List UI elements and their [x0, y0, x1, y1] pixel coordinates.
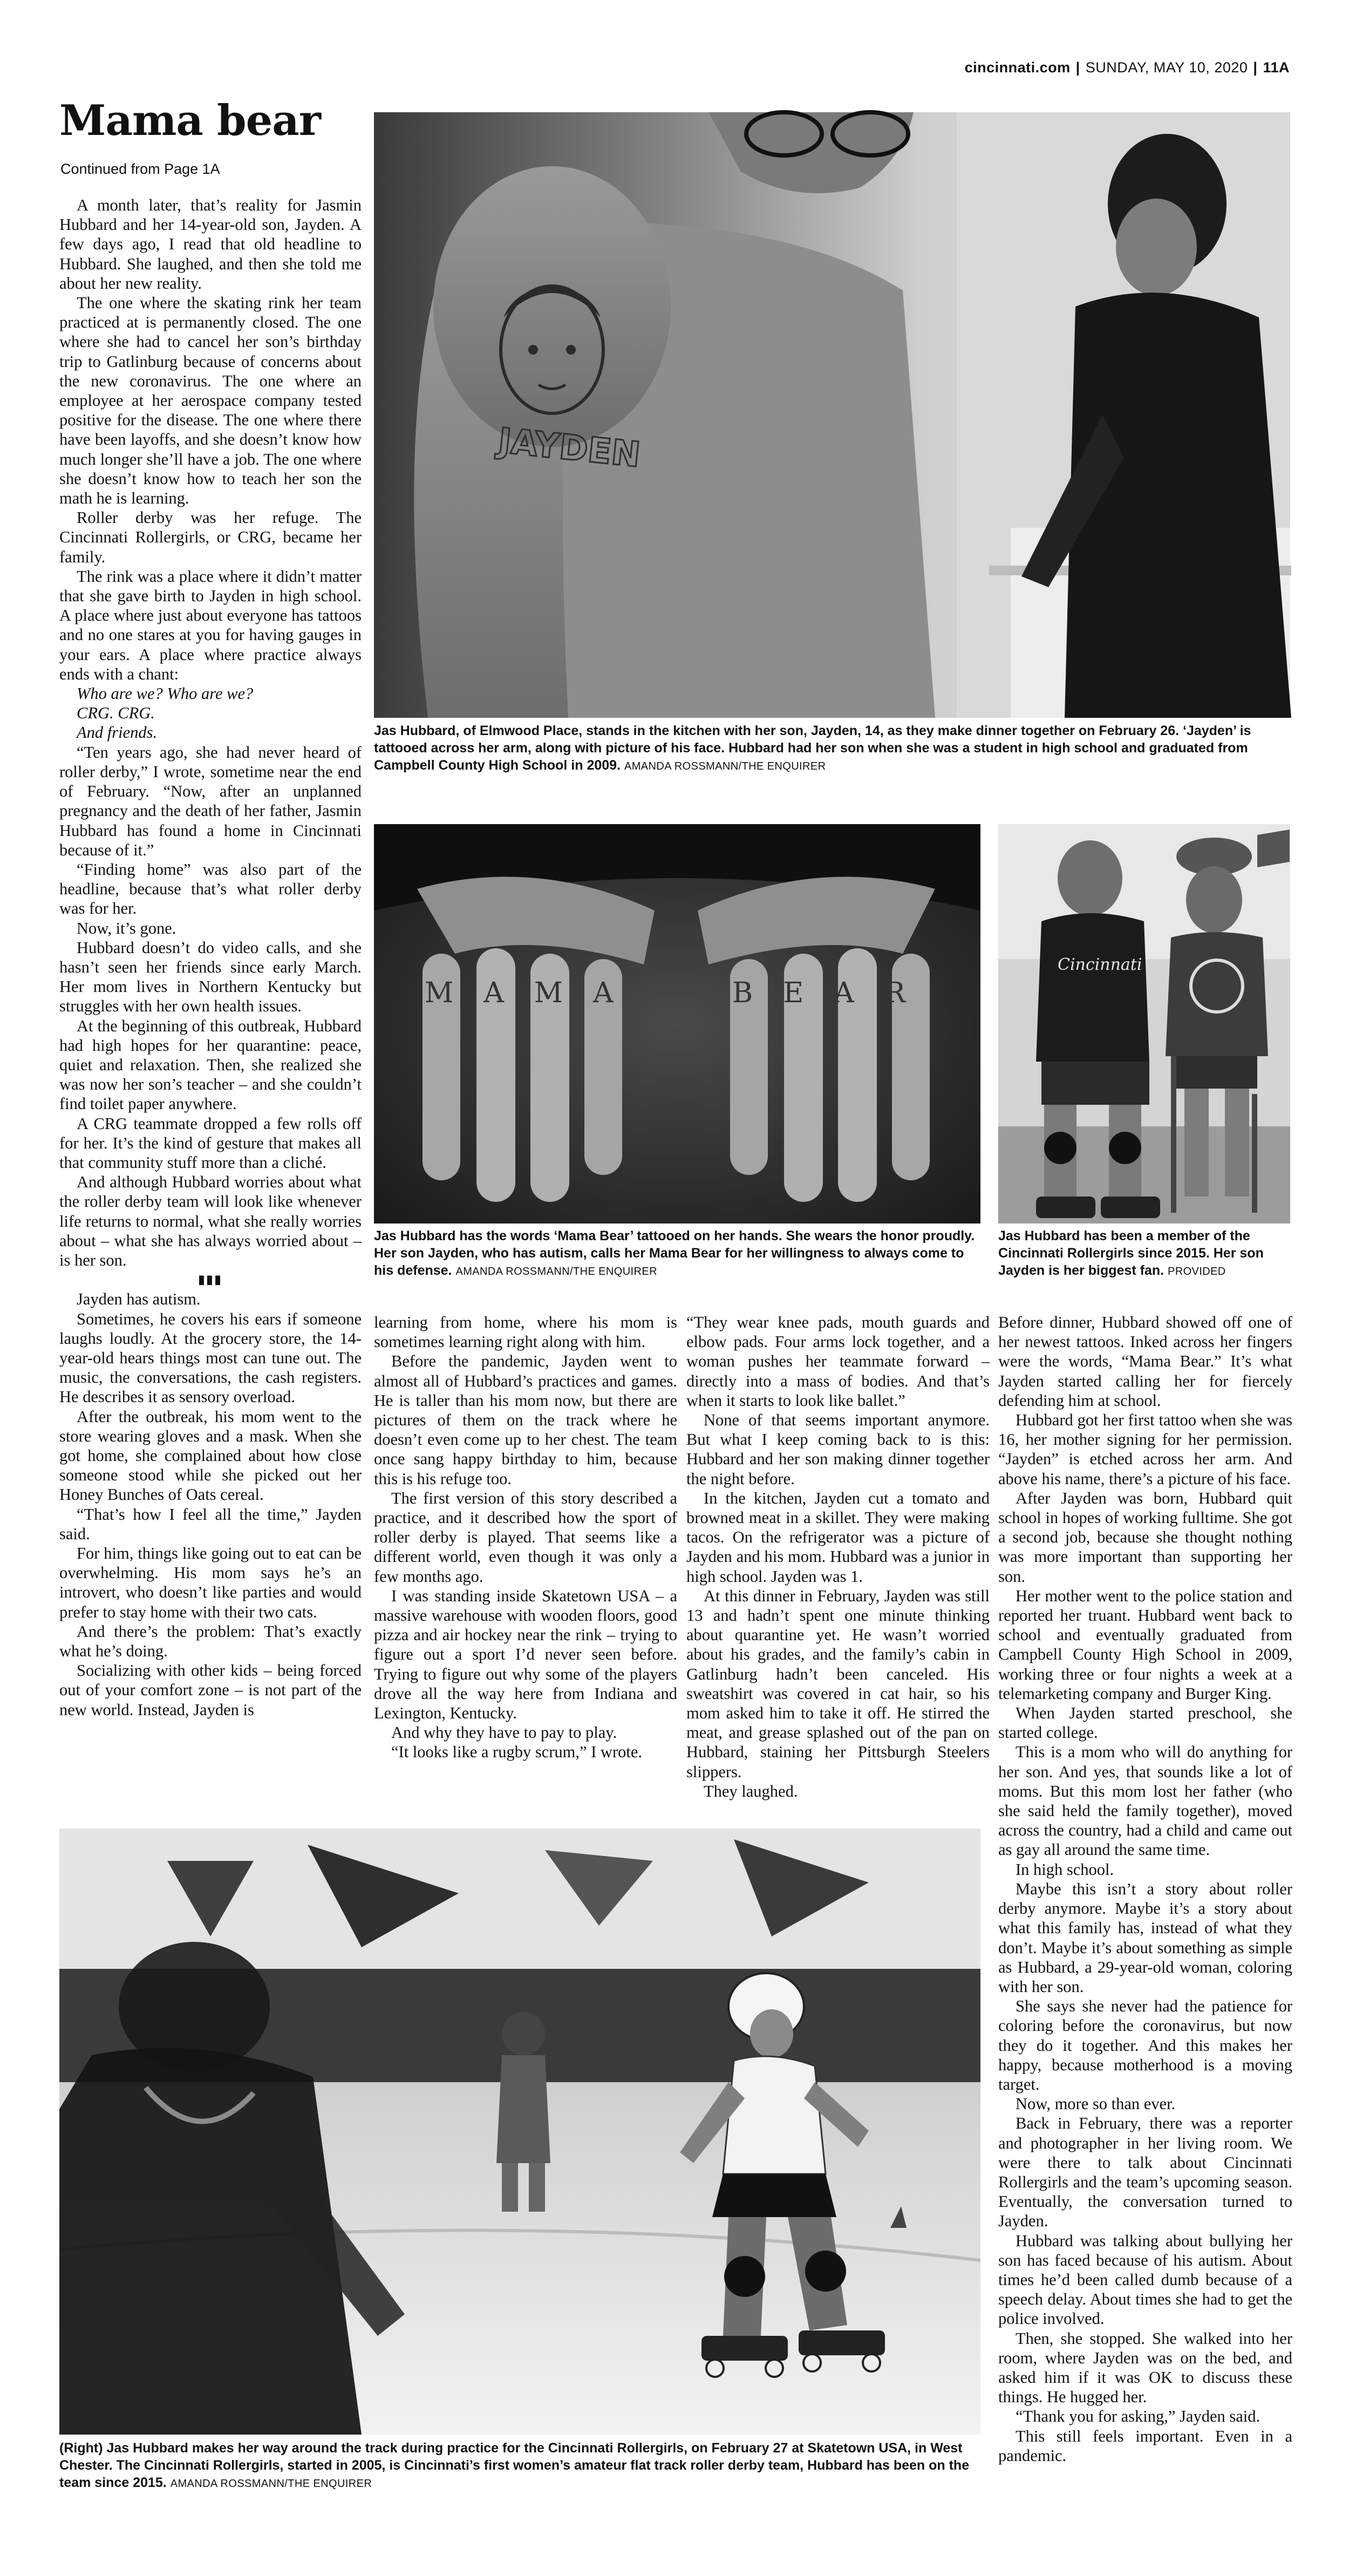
article-paragraph: The one where the skating rink her team practiced at is permanently closed. The one where she had to cancel her son’s birthday trip to Gatlinburg because of concerns about the new coronavirus. The one where an employee at her aerospace company tested positive for the disease. The one where there have been layoffs, and she doesn’t know how much longer she’ll have a job. The one where she doesn’t know how to teach her son the math he is learning. — [59, 294, 362, 508]
tattoo-name: JAYDEN — [496, 420, 643, 475]
caption-text: Jas Hubbard, of Elmwood Place, stands in the kitchen with her son, Jayden, 14, as they make dinner together on February 26. ‘Jayden’ is tattooed across her arm, along with picture of his face. Hubbard had her son when she was a student in high school and graduated from Campbell County High School in 2009. — [374, 723, 1251, 773]
tattoo-mama: MAMA — [425, 977, 644, 1009]
article-paragraph: Jayden has autism. — [77, 1290, 201, 1309]
article-paragraph: In high school. — [1016, 1860, 1114, 1879]
article-paragraph: None of that seems important anymore. But what I keep coming back to is this: Hubbard and her son making dinner together the night before. — [686, 1411, 990, 1488]
article-paragraph: And why they have to pay to play. — [391, 1723, 617, 1742]
article-paragraph: For him, things like going out to eat can be overwhelming. His mom says he’s an introvert, who doesn’t like parties and would prefer to stay home with their two cats. — [59, 1544, 362, 1621]
article-headline: Mama bear — [59, 96, 321, 145]
photo-credit: PROVIDED — [1167, 1266, 1226, 1277]
article-paragraph: “That’s how I feel all the time,” Jayden said. — [59, 1505, 362, 1543]
article-paragraph: learning from home, where his mom is sometimes learning right along with him. — [374, 1313, 677, 1351]
article-paragraph: Her mother went to the police station and reported her truant. Hubbard went back to school and eventually graduated from Campbell County High School in 2009, working three or four nights a week at a telemarketing company and Burger King. — [998, 1586, 1292, 1703]
kitchen-caption — [374, 722, 1291, 775]
article-paragraph: At the beginning of this outbreak, Hubbard had high hopes for her quarantine: peace, quiet and relaxation. Then, she realized she was now her son’s teacher – and she couldn’t find toilet paper anywhere. — [59, 1016, 362, 1113]
photo-credit: AMANDA ROSSMANN/THE ENQUIRER — [624, 760, 826, 772]
article-paragraph: Hubbard was talking about bullying her son has faced because of his autism. About times he’d been called dumb because of a speech delay. About times she had to get the police involved. — [998, 2231, 1292, 2328]
article-paragraph: And although Hubbard worries about what the roller derby team will look like whenever life returns to normal, what she really worries about – what she has always worried about – is her son. — [59, 1173, 362, 1269]
article-column-4 — [998, 1313, 1292, 2465]
family-photo — [998, 824, 1290, 1224]
article-paragraph: Now, more so than ever. — [1016, 2095, 1176, 2113]
kitchen-photo — [374, 112, 1290, 718]
caption-text: (Right) Jas Hubbard makes her way around the track during practice for the Cincinnati Rollergirls, on February 27 at Skatetown USA, in West Chester. The Cincinnati Rollergirls, started in 2005, is Cincinnati’s first women’s amateur flat track roller derby team, Hubbard has been on the team since 2015. — [59, 2441, 970, 2490]
hands-caption — [374, 1227, 980, 1280]
page-number: 11A — [1263, 59, 1290, 76]
article-paragraph: “Ten years ago, she had never heard of roller derby,” I wrote, sometime near the end of February. “Now, after an unplanned pregnancy and the death of her father, Jasmin Hubbard has found a home in Cincinnati because of it.” — [59, 743, 362, 859]
chant-line: Who are we? Who are we? — [77, 684, 254, 703]
caption-text: Jas Hubbard has the words ‘Mama Bear’ tattooed on her hands. She wears the honor proudly. Her son Jayden, who has autism, calls her Mama Bear for her willingness to always come to his defense. — [374, 1228, 975, 1278]
article-paragraph: And there’s the problem: That’s exactly what he’s doing. — [59, 1622, 362, 1661]
skating-photo — [59, 1829, 980, 2435]
article-paragraph: After Jayden was born, Hubbard quit school in hopes of working fulltime. She got a second job, because she thought nothing was more important than supporting her son. — [998, 1488, 1292, 1586]
article-paragraph: After the outbreak, his mom went to the store wearing gloves and a mask. When she got home, she complained about how close someone stood while she picked out her Honey Bunches of Oats cereal. — [59, 1407, 362, 1504]
article-paragraph: When Jayden started preschool, she started college. — [998, 1704, 1292, 1742]
article-paragraph: Socializing with other kids – being forced out of your comfort zone – is not part of the new world. Instead, Jayden is — [59, 1661, 362, 1719]
article-paragraph: At this dinner in February, Jayden was still 13 and hadn’t spent one minute thinking about quarantine yet. He wasn’t worried about his grades, and the family’s cabin in Gatlinburg hadn’t been canceled. His sweatshirt was covered in cat hair, so his mom asked him to take it off. He stirred the meat, and grease splashed out of the pan on Hubbard, staining her Pittsburgh Steelers slippers. — [686, 1586, 990, 1781]
article-paragraph: “They wear knee pads, mouth guards and elbow pads. Four arms lock together, and a woman pushes her teammate forward – directly into a mass of bodies. And that’s when it starts to look like ballet.” — [686, 1313, 990, 1410]
hands-photo — [374, 824, 980, 1224]
photo-credit: AMANDA ROSSMANN/THE ENQUIRER — [170, 2478, 372, 2490]
jersey-text: Cincinnati — [1058, 955, 1142, 974]
article-column-3 — [686, 1313, 990, 1820]
continued-from: Continued from Page 1A — [60, 161, 220, 177]
page-folio — [965, 59, 1290, 76]
section-separator: ▮▮▮ — [198, 1273, 223, 1287]
article-paragraph: They laughed. — [704, 1782, 798, 1800]
folio-separator: | — [1075, 59, 1080, 76]
article-paragraph: Back in February, there was a reporter and photographer in her living room. We were there to talk about Cincinnati Rollergirls and the team’s upcoming season. Eventually, the conversation turned to Jayden. — [998, 2114, 1292, 2231]
chant-line: And friends. — [77, 723, 158, 742]
article-paragraph: Roller derby was her refuge. The Cincinnati Rollergirls, or CRG, became her family. — [59, 508, 362, 566]
article-paragraph: I was standing inside Skatetown USA – a massive warehouse with wooden floors, good pizza and air hockey near the rink – trying to figure out a sport I’d never seen before. Trying to figure out why some of the players drove all the way here from Indiana and Lexington, Kentucky. — [374, 1586, 677, 1723]
article-paragraph: Before dinner, Hubbard showed off one of her newest tattoos. Inked across her fingers were the words, “Mama Bear.” It’s what Jayden started calling her for fiercely defending him at school. — [998, 1313, 1292, 1410]
skating-caption — [59, 2439, 980, 2492]
chant-line: CRG. CRG. — [77, 704, 155, 723]
article-paragraph: She says she never had the patience for coloring before the coronavirus, but now they do it together. And this makes her happy, because motherhood is a moving target. — [998, 1997, 1292, 2094]
article-paragraph: The rink was a place where it didn’t matter that she gave birth to Jayden in high school. A place where just about everyone has tattoos and no one stares at you for having gauges in your ears. A place where practice always ends with a chant: — [59, 567, 362, 683]
article-paragraph: This still feels important. Even in a pandemic. — [998, 2427, 1292, 2465]
article-paragraph: Then, she stopped. She walked into her room, where Jayden was on the bed, and asked him if it was OK to discuss these things. He hugged her. — [998, 2329, 1292, 2407]
article-paragraph: “Thank you for asking,” Jayden said. — [1016, 2407, 1261, 2426]
article-paragraph: Maybe this isn’t a story about roller derby anymore. Maybe it’s a story about what this family has, instead of what they don’t. Maybe it’s about something as simple as Hubbard, a 29-year-old woman, coloring with her son. — [998, 1879, 1292, 1996]
article-paragraph: Sometimes, he covers his ears if someone laughs loudly. At the grocery store, the 14-year-old hears things most can tune out. The music, the conversations, the cash registers. He describes it as sensory overload. — [59, 1309, 362, 1406]
article-paragraph: This is a mom who will do anything for her son. And yes, that sounds like a lot of moms. But this mom lost her father (who she said held the family together), moved across the country, had a child and came out as gay all around the same time. — [998, 1743, 1292, 1859]
article-paragraph: The first version of this story described a practice, and it described how the sport of roller derby is played. That seems like a different world, even though it was only a few months ago. — [374, 1488, 677, 1586]
article-paragraph: Now, it’s gone. — [77, 919, 176, 937]
article-paragraph: A month later, that’s reality for Jasmin Hubbard and her 14-year-old son, Jayden. A few days ago, I read that old headline to Hubbard. She laughed, and then she told me about her new reality. — [59, 196, 362, 293]
caption-text: Jas Hubbard has been a member of the Cincinnati Rollergirls since 2015. Her son Jayden is her biggest fan. — [998, 1228, 1264, 1278]
article-column-1 — [59, 195, 362, 1841]
family-caption — [998, 1227, 1292, 1280]
issue-date: SUNDAY, MAY 10, 2020 — [1085, 59, 1248, 76]
article-column-2 — [374, 1313, 677, 1820]
photo-credit: AMANDA ROSSMANN/THE ENQUIRER — [455, 1266, 657, 1277]
tattoo-bear: BEAR — [732, 977, 936, 1009]
article-paragraph: “It looks like a rugby scrum,” I wrote. — [391, 1743, 642, 1762]
article-paragraph: Before the pandemic, Jayden went to almost all of Hubbard’s practices and games. He is taller than his mom now, but there are pictures of them on the track where he doesn’t even come up to her chest. The team once sang happy birthday to him, because this is his refuge too. — [374, 1352, 677, 1488]
article-paragraph: Hubbard got her first tattoo when she was 16, her mother signing for her permission. “Jayden” is etched across her arm. And above his name, there’s a picture of his face. — [998, 1411, 1292, 1488]
site-name: cincinnati.com — [964, 59, 1071, 76]
article-paragraph: Hubbard doesn’t do video calls, and she hasn’t seen her friends since early March. Her mom lives in Northern Kentucky but struggles with her own health issues. — [59, 938, 362, 1016]
article-paragraph: In the kitchen, Jayden cut a tomato and browned meat in a skillet. They were making tacos. On the refrigerator was a picture of Jayden and his mom. Hubbard was a junior in high school. Jayden was 1. — [686, 1488, 990, 1586]
article-paragraph: “Finding home” was also part of the headline, because that’s what roller derby was for her. — [59, 860, 362, 918]
article-paragraph: A CRG teammate dropped a few rolls off for her. It’s the kind of gesture that makes all that community stuff more than a cliché. — [59, 1114, 362, 1172]
folio-separator: | — [1253, 59, 1258, 76]
